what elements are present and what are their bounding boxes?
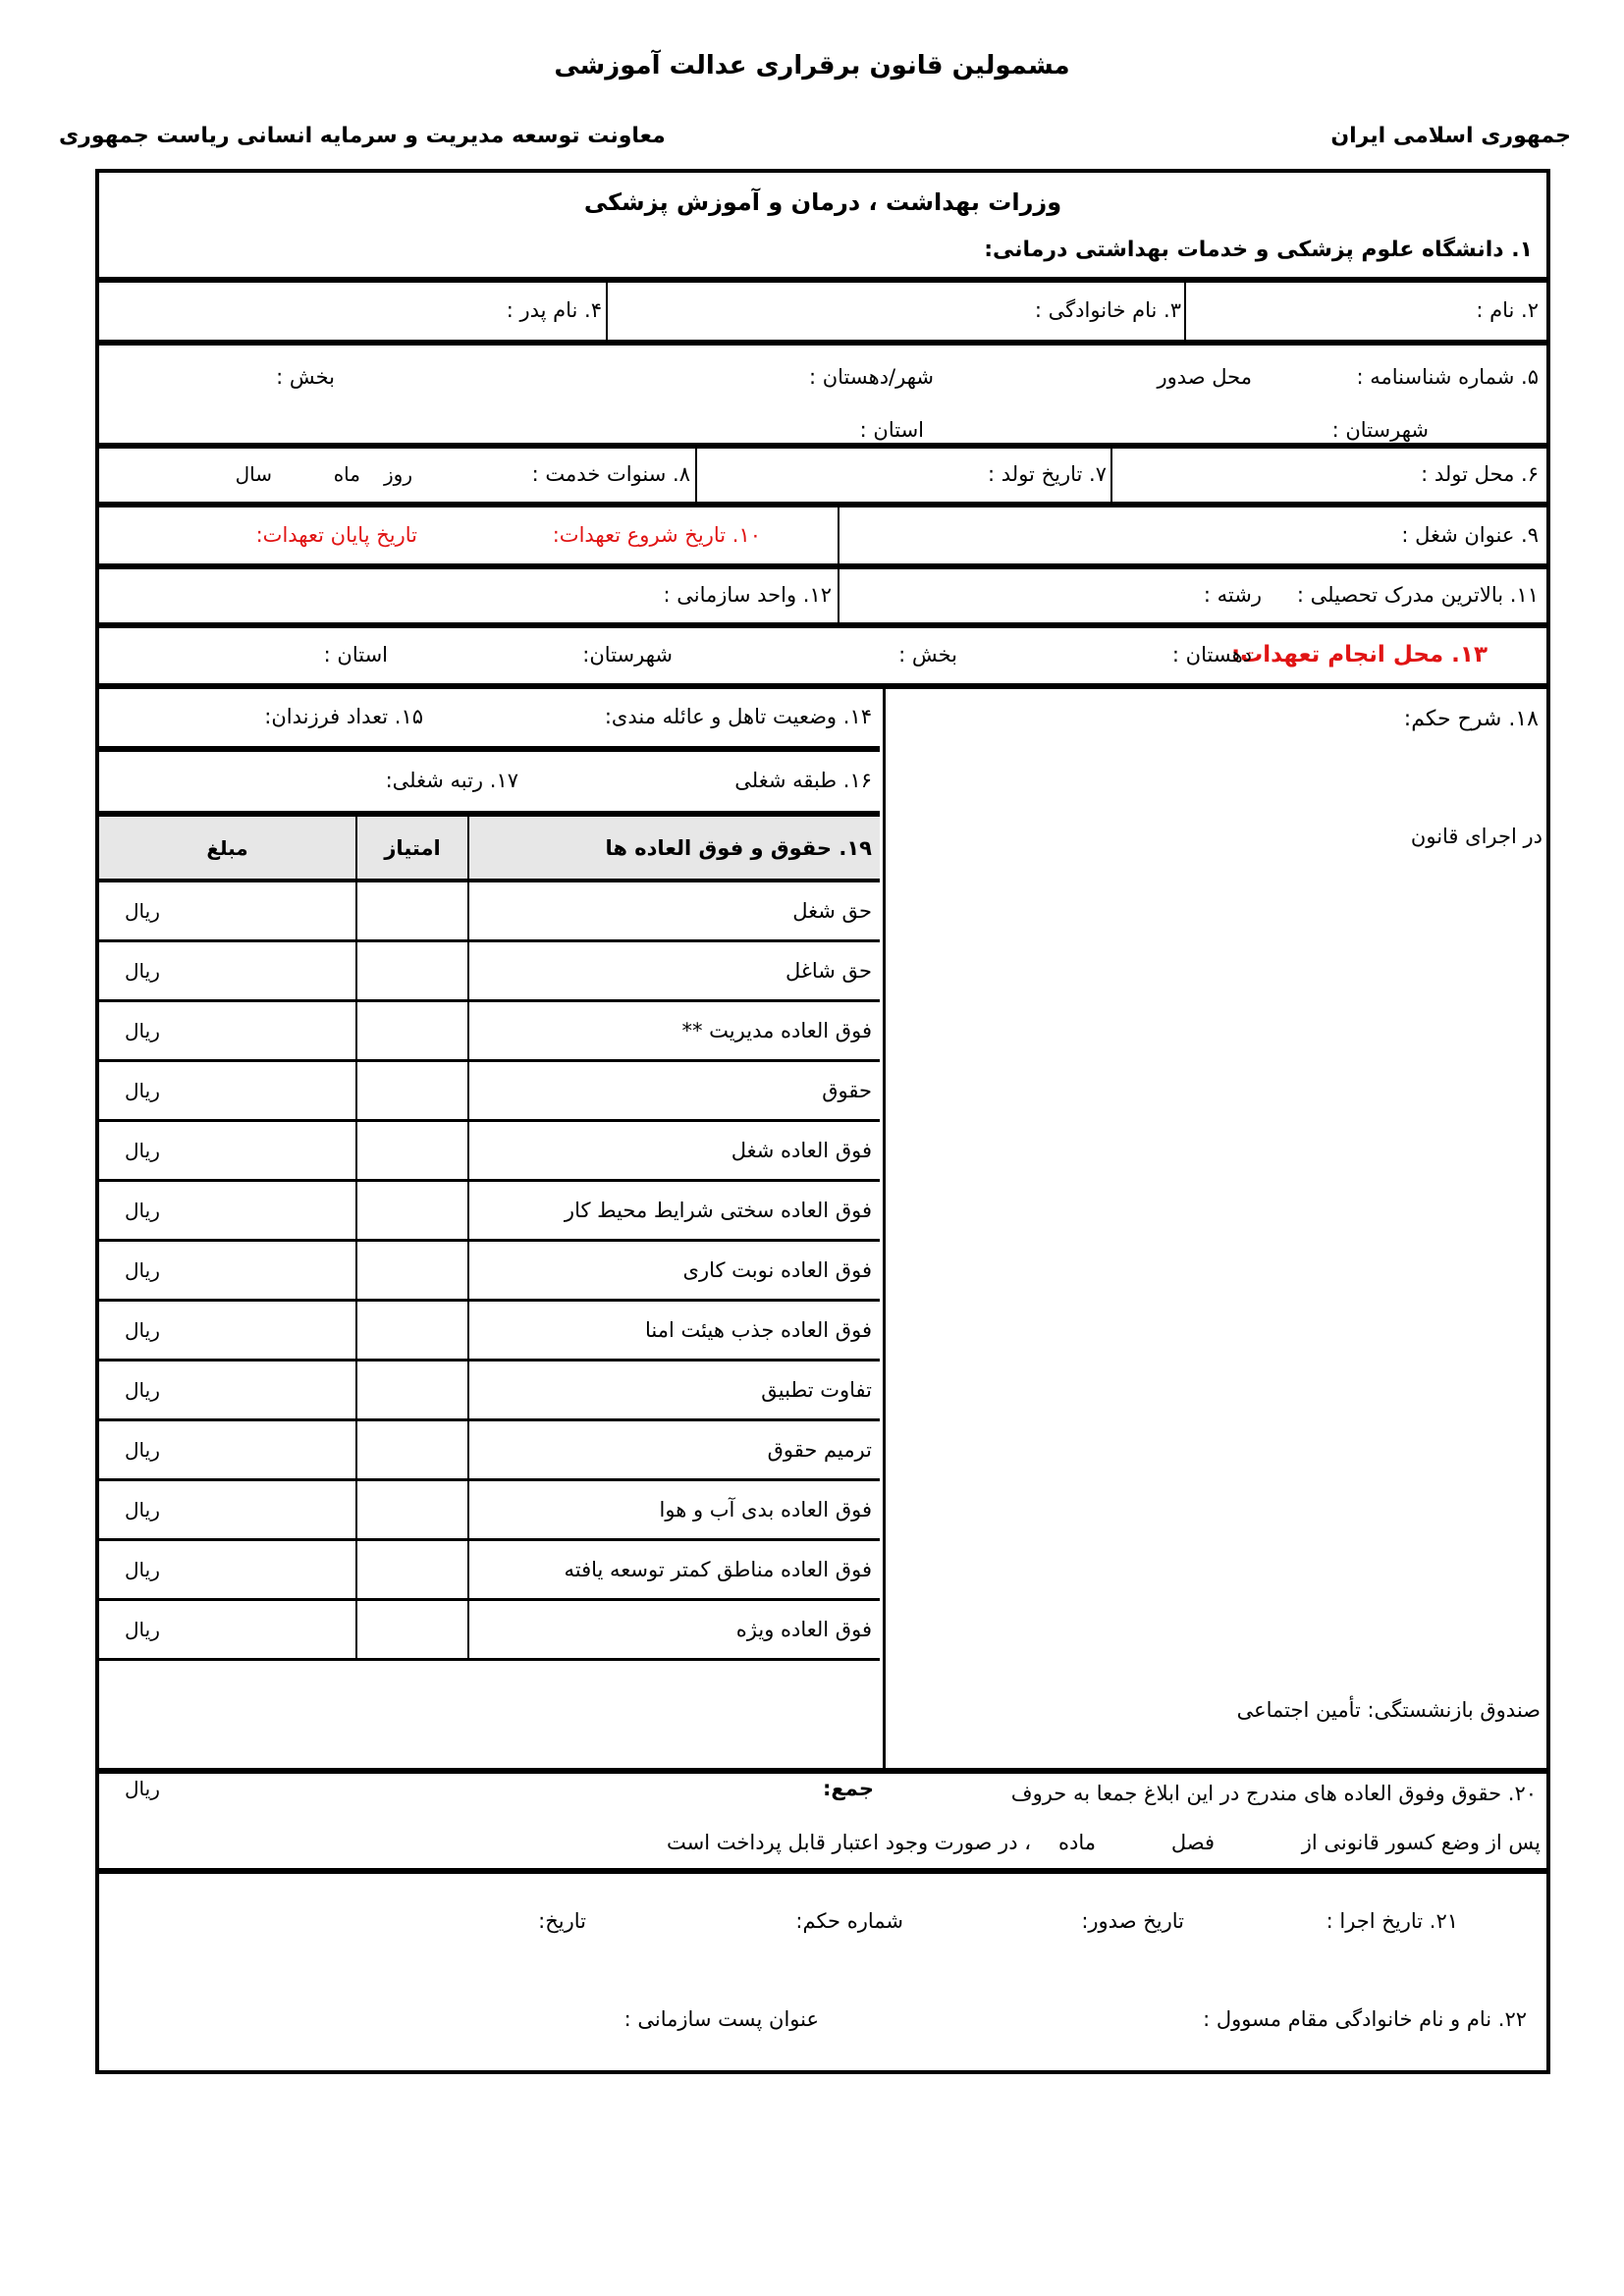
benefit-label: فوق العاده نوبت کاری xyxy=(467,1242,880,1299)
field-decree-label: ۱۸. شرح حکم: xyxy=(1403,707,1539,731)
currency-label: ریال xyxy=(125,1199,160,1222)
table-row xyxy=(99,942,880,1002)
row-birth xyxy=(99,449,1546,507)
amount-cell xyxy=(99,1421,355,1478)
table-row xyxy=(99,1242,880,1302)
score-cell xyxy=(355,882,467,939)
field-job-rank: ۱۷. رتبه شغلی: xyxy=(385,769,518,793)
amount-cell xyxy=(99,882,355,939)
field-job-class: ۱۶. طبقه شغلی xyxy=(734,769,872,793)
table-row xyxy=(99,882,880,942)
amount-header: مبلغ xyxy=(206,835,248,860)
amount-cell xyxy=(99,1302,355,1359)
score-cell xyxy=(355,1421,467,1478)
row-payment xyxy=(99,1774,1546,1874)
amount-cell xyxy=(99,1481,355,1538)
field-family-name: ۳. نام خانوادگی : xyxy=(1034,298,1181,323)
row-id xyxy=(99,346,1546,449)
benefit-label: فوق العاده جذب هیئت امنا xyxy=(467,1302,880,1359)
score-cell xyxy=(355,1002,467,1059)
amount-cell xyxy=(99,1182,355,1239)
amount-cell xyxy=(99,1601,355,1658)
table-row xyxy=(99,1601,880,1661)
table-row xyxy=(99,1362,880,1421)
field-cp-village: دهستان : xyxy=(1171,643,1252,667)
benefit-label: حقوق xyxy=(467,1062,880,1119)
field-date: تاریخ: xyxy=(538,1909,586,1933)
score-cell xyxy=(355,1062,467,1119)
benefits-table xyxy=(99,817,880,1800)
score-cell xyxy=(355,1302,467,1359)
table-row xyxy=(99,1541,880,1601)
field-exec-date: ۲۱. تاریخ اجرا : xyxy=(1326,1909,1458,1933)
table-row xyxy=(99,1062,880,1122)
row-marital xyxy=(99,689,880,752)
field-org-unit: ۱۲. واحد سازمانی : xyxy=(663,583,832,608)
field-commitment-end: تاریخ پایان تعهدات: xyxy=(255,522,417,547)
field-highest-degree: ۱۱. بالاترین مدرک تحصیلی : xyxy=(1296,583,1539,608)
payment-payable: ، در صورت وجود اعتبار قابل پرداخت است xyxy=(667,1831,1031,1854)
field-pension-fund: صندوق بازنشستگی: تأمین اجتماعی xyxy=(1236,1698,1541,1722)
table-row xyxy=(99,1481,880,1541)
field-birth-place: ۶. محل تولد : xyxy=(1421,462,1539,487)
field-county: شهرستان : xyxy=(1331,418,1429,442)
ministry-title: وزرات بهداشت ، درمان و آموزش پزشکی xyxy=(583,188,1062,216)
row-ministry xyxy=(99,173,1546,283)
benefits-header-row xyxy=(99,817,880,882)
currency-label: ریال xyxy=(125,1498,160,1522)
field-service-years: ۸. سنوات خدمت : xyxy=(531,462,690,487)
score-cell xyxy=(355,942,467,999)
unit-day: روز xyxy=(384,462,412,487)
payment-article: ماده xyxy=(1057,1831,1096,1854)
decree-law-line: در اجرای قانون xyxy=(1410,825,1543,848)
benefit-label: فوق العاده ویژه xyxy=(467,1601,880,1658)
unit-year: سال xyxy=(235,462,272,487)
divider xyxy=(1110,449,1112,502)
payment-chapter: فصل xyxy=(1170,1831,1215,1854)
score-cell xyxy=(355,1242,467,1299)
currency-label: ریال xyxy=(125,1777,160,1800)
row-job-commitments xyxy=(99,507,1546,569)
divider xyxy=(606,283,608,340)
field-cp-province: استان : xyxy=(323,643,388,667)
row-names xyxy=(99,283,1546,346)
field-name: ۲. نام : xyxy=(1476,298,1539,323)
currency-label: ریال xyxy=(125,1378,160,1402)
field-study: رشته : xyxy=(1203,583,1262,608)
amount-cell xyxy=(99,1541,355,1598)
field-cp-district: بخش : xyxy=(898,643,957,667)
field-children: ۱۵. تعداد فرزندان: xyxy=(264,705,423,729)
divider xyxy=(838,569,839,622)
currency-label: ریال xyxy=(125,1079,160,1102)
field-marital: ۱۴. وضعیت تاهل و عائله مندی: xyxy=(604,705,872,729)
benefit-label: فوق العاده شغل xyxy=(467,1122,880,1179)
currency-label: ریال xyxy=(125,1318,160,1342)
field-issue-date: تاریخ صدور: xyxy=(1081,1909,1184,1933)
table-row xyxy=(99,1002,880,1062)
amount-cell xyxy=(99,1122,355,1179)
field-district: بخش : xyxy=(276,365,335,389)
score-cell xyxy=(355,1182,467,1239)
field-commitment-start: ۱۰. تاریخ شروع تعهدات: xyxy=(552,522,761,547)
currency-label: ریال xyxy=(125,1618,160,1641)
benefit-label: ترمیم حقوق xyxy=(467,1421,880,1478)
currency-label: ریال xyxy=(125,1139,160,1162)
benefit-label: حق شاغل xyxy=(467,942,880,999)
row-degree xyxy=(99,569,1546,628)
benefit-label: تفاوت تطبیق xyxy=(467,1362,880,1418)
benefit-label: حق شغل xyxy=(467,882,880,939)
benefit-label: فوق العاده بدی آب و هوا xyxy=(467,1481,880,1538)
amount-cell xyxy=(99,1002,355,1059)
page-title: مشمولین قانون برقراری عدالت آموزشی xyxy=(554,51,1070,80)
currency-label: ریال xyxy=(125,959,160,983)
currency-label: ریال xyxy=(125,1558,160,1581)
row-commitment-place xyxy=(99,628,1546,689)
payment-line1: ۲۰. حقوق وفوق العاده های مندرج در این ابلاغ جمعا به حروف xyxy=(1010,1782,1537,1805)
field-father-name: ۴. نام پدر : xyxy=(506,298,602,323)
score-header: امتیاز xyxy=(355,817,467,879)
header-deputy: معاونت توسعه مدیریت و سرمایه انسانی ریاست جمهوری xyxy=(59,124,666,148)
payment-deduction: پس از وضع کسور قانونی از xyxy=(1301,1831,1541,1854)
benefits-title-header: ۱۹. حقوق و فوق العاده ها xyxy=(467,817,880,879)
decree-cell xyxy=(883,689,1546,1768)
header-republic: جمهوری اسلامی ایران xyxy=(1330,124,1571,148)
amount-cell xyxy=(99,942,355,999)
personnel-decree-form xyxy=(95,169,1550,2074)
score-cell xyxy=(355,1541,467,1598)
divider xyxy=(695,449,697,502)
total-label: جمع: xyxy=(823,1777,874,1800)
currency-label: ریال xyxy=(125,1438,160,1462)
currency-label: ریال xyxy=(125,899,160,923)
table-row xyxy=(99,1421,880,1481)
field-official-name: ۲۲. نام و نام خانوادگی مقام مسوول : xyxy=(1203,2007,1527,2031)
field-cp-county: شهرستان: xyxy=(582,643,673,667)
score-cell xyxy=(355,1481,467,1538)
amount-cell xyxy=(99,1242,355,1299)
field-commitment-place: ۱۳. محل انجام تعهدات: xyxy=(1230,641,1488,667)
currency-label: ریال xyxy=(125,1019,160,1042)
row-signature xyxy=(99,1874,1546,2070)
benefit-label: فوق العاده سختی شرایط محیط کار xyxy=(467,1182,880,1239)
field-job-title: ۹. عنوان شغل : xyxy=(1401,522,1539,547)
table-row xyxy=(99,1182,880,1242)
table-row xyxy=(99,1122,880,1182)
field-city-village: شهر/دهستان : xyxy=(808,365,934,389)
score-cell xyxy=(355,1362,467,1418)
field-issue-place: محل صدور xyxy=(1157,365,1252,389)
divider xyxy=(838,507,839,563)
amount-cell xyxy=(99,1062,355,1119)
divider xyxy=(1184,283,1186,340)
field-org-post: عنوان پست سازمانی : xyxy=(623,2007,819,2031)
unit-month: ماه xyxy=(333,462,360,487)
field-province: استان : xyxy=(859,418,924,442)
amount-cell xyxy=(99,1362,355,1418)
field-id-number: ۵. شماره شناسنامه : xyxy=(1356,365,1539,389)
benefit-label: فوق العاده مناطق کمتر توسعه یافته xyxy=(467,1541,880,1598)
table-row xyxy=(99,1302,880,1362)
row-job-class xyxy=(99,752,880,817)
field-decree-no: شماره حکم: xyxy=(795,1909,903,1933)
benefit-label: فوق العاده مدیریت ** xyxy=(467,1002,880,1059)
score-cell xyxy=(355,1122,467,1179)
field-birth-date: ۷. تاریخ تولد : xyxy=(988,462,1107,487)
score-cell xyxy=(355,1601,467,1658)
field-university: ۱. دانشگاه علوم پزشکی و خدمات بهداشتی درمانی: xyxy=(984,238,1533,262)
left-column xyxy=(99,689,880,1800)
currency-label: ریال xyxy=(125,1258,160,1282)
